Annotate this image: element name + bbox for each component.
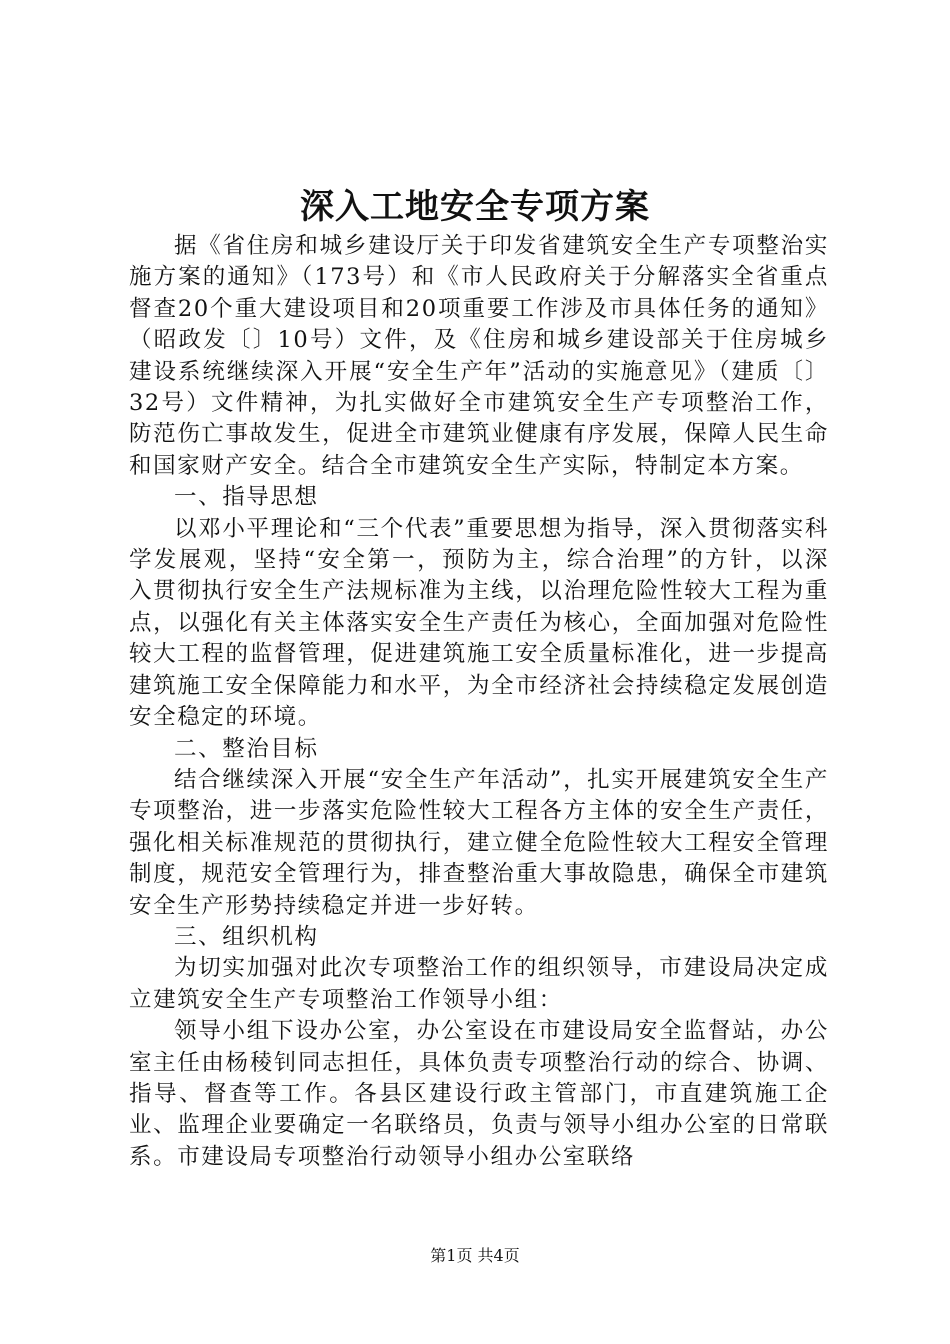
section-heading-organization: 三、组织机构 bbox=[174, 923, 319, 950]
paragraph-objectives: 结合继续深入开展“安全生产年活动”，扎实开展建筑安全生产专项整治，进一步落实危险性较大工程各方主体的安全生产责任，强化相关标准规范的贯彻执行，建立健全危险性较大工程安全管理制度，规范安全管理行为，排查整治重大事故隐患，确保全市建筑安全生产形势持续稳定并进一步好转。 bbox=[129, 766, 829, 919]
section-heading-objectives: 二、整治目标 bbox=[174, 735, 319, 762]
document-body bbox=[129, 231, 829, 1173]
page-footer: 第1页 共4页 bbox=[430, 1246, 520, 1265]
paragraph-guiding-ideology: 以邓小平理论和“三个代表”重要思想为指导，深入贯彻落实科学发展观，坚持“安全第一，预防为主，综合治理”的方针，以深入贯彻执行安全生产法规标准为主线，以治理危险性较大工程为重点，以强化有关主体落实安全生产责任为核心，全面加强对危险性较大工程的监督管理，促进建筑施工安全质量标准化，进一步提高建筑施工安全保障能力和水平，为全市经济社会持续稳定发展创造安全稳定的环境。 bbox=[129, 515, 829, 731]
document-title: 深入工地安全专项方案 bbox=[300, 187, 650, 227]
paragraph-office: 领导小组下设办公室，办公室设在市建设局安全监督站，办公室主任由杨稜钊同志担任，具体负责专项整治行动的综合、协调、指导、督查等工作。各县区建设行政主管部门，市直建筑施工企业、监理企业要确定一名联络员，负责与领导小组办公室的日常联系。市建设局专项整治行动领导小组办公室联络 bbox=[129, 1018, 829, 1170]
paragraph-intro: 据《省住房和城乡建设厅关于印发省建筑安全生产专项整治实施方案的通知》（173号）和《市人民政府关于分解落实全省重点督查20个重大建设项目和20项重要工作涉及市具体任务的通知》（昭政发〔〕10号）文件，及《住房和城乡建设部关于住房城乡建设系统继续深入开展“安全生产年”活动的实施意见》（建质〔〕32号）文件精神，为扎实做好全市建筑安全生产专项整治工作，防范伤亡事故发生，促进全市建筑业健康有序发展，保障人民生命和国家财产安全。结合全市建筑安全生产实际，特制定本方案。 bbox=[129, 233, 829, 479]
section-heading-guiding-ideology: 一、指导思想 bbox=[174, 484, 319, 511]
paragraph-organization: 为切实加强对此次专项整治工作的组织领导，市建设局决定成立建筑安全生产专项整治工作领导小组： bbox=[129, 955, 829, 1013]
